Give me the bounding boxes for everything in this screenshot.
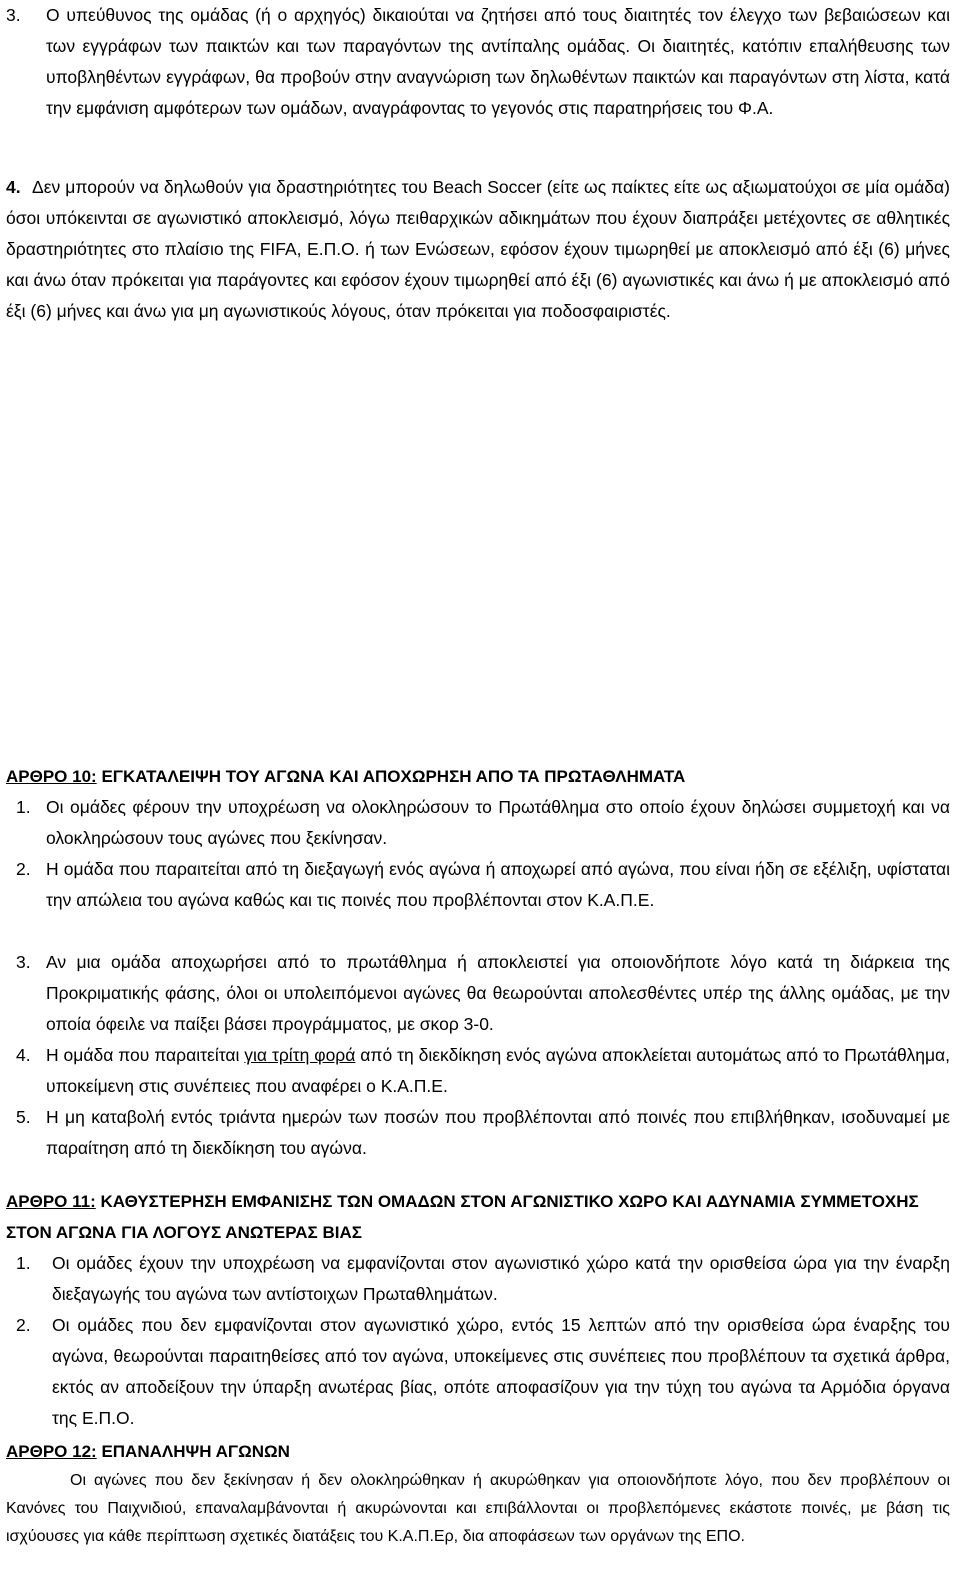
article-title: ΚΑΘΥΣΤΕΡΗΣΗ ΕΜΦΑΝΙΣΗΣ ΤΩΝ ΟΜΑΔΩΝ ΣΤΟΝ ΑΓΩΝΙΣΤΙΚΟ ΧΩΡΟ ΚΑΙ ΑΔΥΝΑΜΙΑ ΣΥΜΜΕΤΟΧΗΣ ΣΤΟΝ ΑΓΩΝΑ ΓΙΑ ΛΟΓΟΥΣ ΑΝΩΤΕΡΑΣ ΒΙΑΣ — [6, 1192, 919, 1242]
art12-paragraph — [6, 1467, 950, 1579]
list-item-text: Αν μια ομάδα αποχωρήσει από το πρωτάθλημα ή αποκλειστεί για οποιονδήποτε λόγο κατά τη διάρκεια της Προκριματικής φάσης, όλοι οι υπολειπόμενοι αγώνες θα θεωρούνται απολεσθέντες υπέρ της άλλης ομάδας, με την οποία όφειλε να παίξει βάσει προγράμματος, με σκορ 3-0. — [46, 952, 950, 1034]
art11-item-2 — [6, 1310, 950, 1434]
list-number: 3. — [6, 5, 21, 25]
list-item-text: Η ομάδα που παραιτείται από τη διεξαγωγή ενός αγώνα ή αποχωρεί από αγώνα, που είναι ήδη σε εξέλιξη, υφίσταται την απώλεια του αγώνα καθώς και τις ποινές που προβλέπονται στον Κ.Α.Π.Ε. — [46, 859, 950, 910]
text-pre: Η ομάδα που παραιτείται — [46, 1045, 245, 1065]
list-number: 2. — [16, 859, 31, 879]
article-title: ΕΓΚΑΤΑΛΕΙΨΗ ΤΟΥ ΑΓΩΝΑ ΚΑΙ ΑΠΟΧΩΡΗΣΗ ΑΠΟ ΤΑ ΠΡΩΤΑΘΛΗΜΑΤΑ — [101, 767, 686, 786]
article-12-heading — [6, 1436, 290, 1467]
art10-item-5 — [6, 1102, 950, 1164]
list-item-text: Η μη καταβολή εντός τριάντα ημερών των ποσών που προβλέπονται από ποινές που επιβλήθηκαν, ισοδυναμεί με παραίτηση από τη διεκδίκηση του αγώνα. — [46, 1107, 950, 1158]
article-label: ΑΡΘΡΟ 11: — [6, 1192, 96, 1211]
art10-item-3 — [6, 947, 950, 1040]
list-number: 5. — [16, 1107, 31, 1127]
article-label: ΑΡΘΡΟ 12: — [6, 1442, 97, 1461]
list-item-text: Ο υπεύθυνος της ομάδας (ή ο αρχηγός) δικαιούται να ζητήσει από τους διαιτητές τον έλεγχο των βεβαιώσεων και των εγγράφων των παικτών και των παραγόντων της αντίπαλης ομάδας. Οι διαιτητές, κατόπιν επαλήθευσης των υποβληθέντων εγγράφων, θα προβούν στην αναγνώριση των δηλωθέντων παικτών και παραγόντων στη λίστα, κατά την εμφάνιση αμφότερων των ομάδων, αναγράφοντας το γεγονός στις παρατηρήσεις του Φ.Α. — [46, 5, 950, 118]
art10-item-2 — [6, 854, 950, 916]
article-title: ΕΠΑΝΑΛΗΨΗ ΑΓΩΝΩΝ — [101, 1442, 290, 1461]
article-label: ΑΡΘΡΟ 10: — [6, 767, 97, 786]
text-post: από τη διεκδίκηση ενός αγώνα αποκλείεται αυτομάτως από το Πρωτάθλημα, υποκείμενη στις συνέπειες που αναφέρει ο Κ.Α.Π.Ε. — [46, 1045, 951, 1096]
list-item-text: Δεν μπορούν να δηλωθούν για δραστηριότητες του Beach Soccer (είτε ως παίκτες είτε ως αξιωματούχοι σε μία ομάδα) όσοι υπόκεινται σε αγωνιστικό αποκλεισμό, λόγω πειθαρχικών αδικημάτων που έχουν διαπράξει μετέχοντες σε αθλητικές δραστηριότητες στο πλαίσιο της FIFA, Ε.Π.Ο. ή των Ενώσεων, εφόσον έχουν τιμωρηθεί με αποκλεισμό από έξι (6) μήνες και άνω όταν πρόκειται για παράγοντες και εφόσον έχουν τιμωρηθεί από έξι (6) αγωνιστικές και άνω ή με αποκλεισμό από έξι (6) μήνες και άνω για μη αγωνιστικούς λόγους, όταν πρόκειται για ποδοσφαιριστές. — [6, 177, 950, 321]
list-number: 2. — [16, 1315, 31, 1335]
list-number: 1. — [16, 797, 31, 817]
list-number: 1. — [16, 1253, 31, 1273]
list-item-text — [6, 1040, 950, 1102]
article-10-heading — [6, 761, 685, 792]
list-item-text: Οι ομάδες φέρουν την υποχρέωση να ολοκληρώσουν το Πρωτάθλημα στο οποίο έχουν δηλώσει συμμετοχή και να ολοκληρώσουν τους αγώνες που ξεκίνησαν. — [46, 797, 950, 848]
art10-item-4 — [6, 1040, 950, 1102]
list-item-text: Οι ομάδες που δεν εμφανίζονται στον αγωνιστικό χώρο, εντός 15 λεπτών από την ορισθείσα ώρα έναρξης του αγώνα, θεωρούνται παραιτηθείσες από τον αγώνα, υποκείμενες στις συνέπειες που προβλέπουν τα σχετικά άρθρα, εκτός αν αποδείξουν την ύπαρξη ανωτέρας βίας, οπότε αποφασίζουν για την τύχη του αγώνα τα Αρμόδια όργανα της Ε.Π.Ο. — [52, 1315, 950, 1428]
art9-item-4 — [6, 172, 950, 327]
list-number: 4. — [16, 1045, 31, 1065]
art10-item-1 — [6, 792, 950, 854]
paragraph-text: Οι αγώνες που δεν ξεκίνησαν ή δεν ολοκληρώθηκαν ή ακυρώθηκαν για οποιονδήποτε λόγο, που δεν προβλέπουν οι Κανόνες του Παιχνιδιού, επαναλαμβάνονται ή ακυρώνονται και επιβάλλονται οι προβλεπόμενες εκάστοτε ποινές, με βάση τις ισχύουσες για κάθε περίπτωση σχετικές διατάξεις του Κ.Α.Π.Ερ, δια αποφάσεων των οργάνων της ΕΠΟ. — [6, 1472, 950, 1545]
list-number: 4. — [6, 177, 21, 197]
underlined-phrase: για τρίτη φορά — [244, 1045, 356, 1065]
article-11-heading — [6, 1186, 950, 1248]
list-number: 3. — [16, 952, 31, 972]
art11-item-1 — [6, 1248, 950, 1310]
list-item-text: Οι ομάδες έχουν την υποχρέωση να εμφανίζονται στον αγωνιστικό χώρο κατά την ορισθείσα ώρα για την έναρξη διεξαγωγής του αγώνα των αντίστοιχων Πρωταθλημάτων. — [52, 1253, 950, 1304]
art9-item-3 — [6, 0, 950, 124]
